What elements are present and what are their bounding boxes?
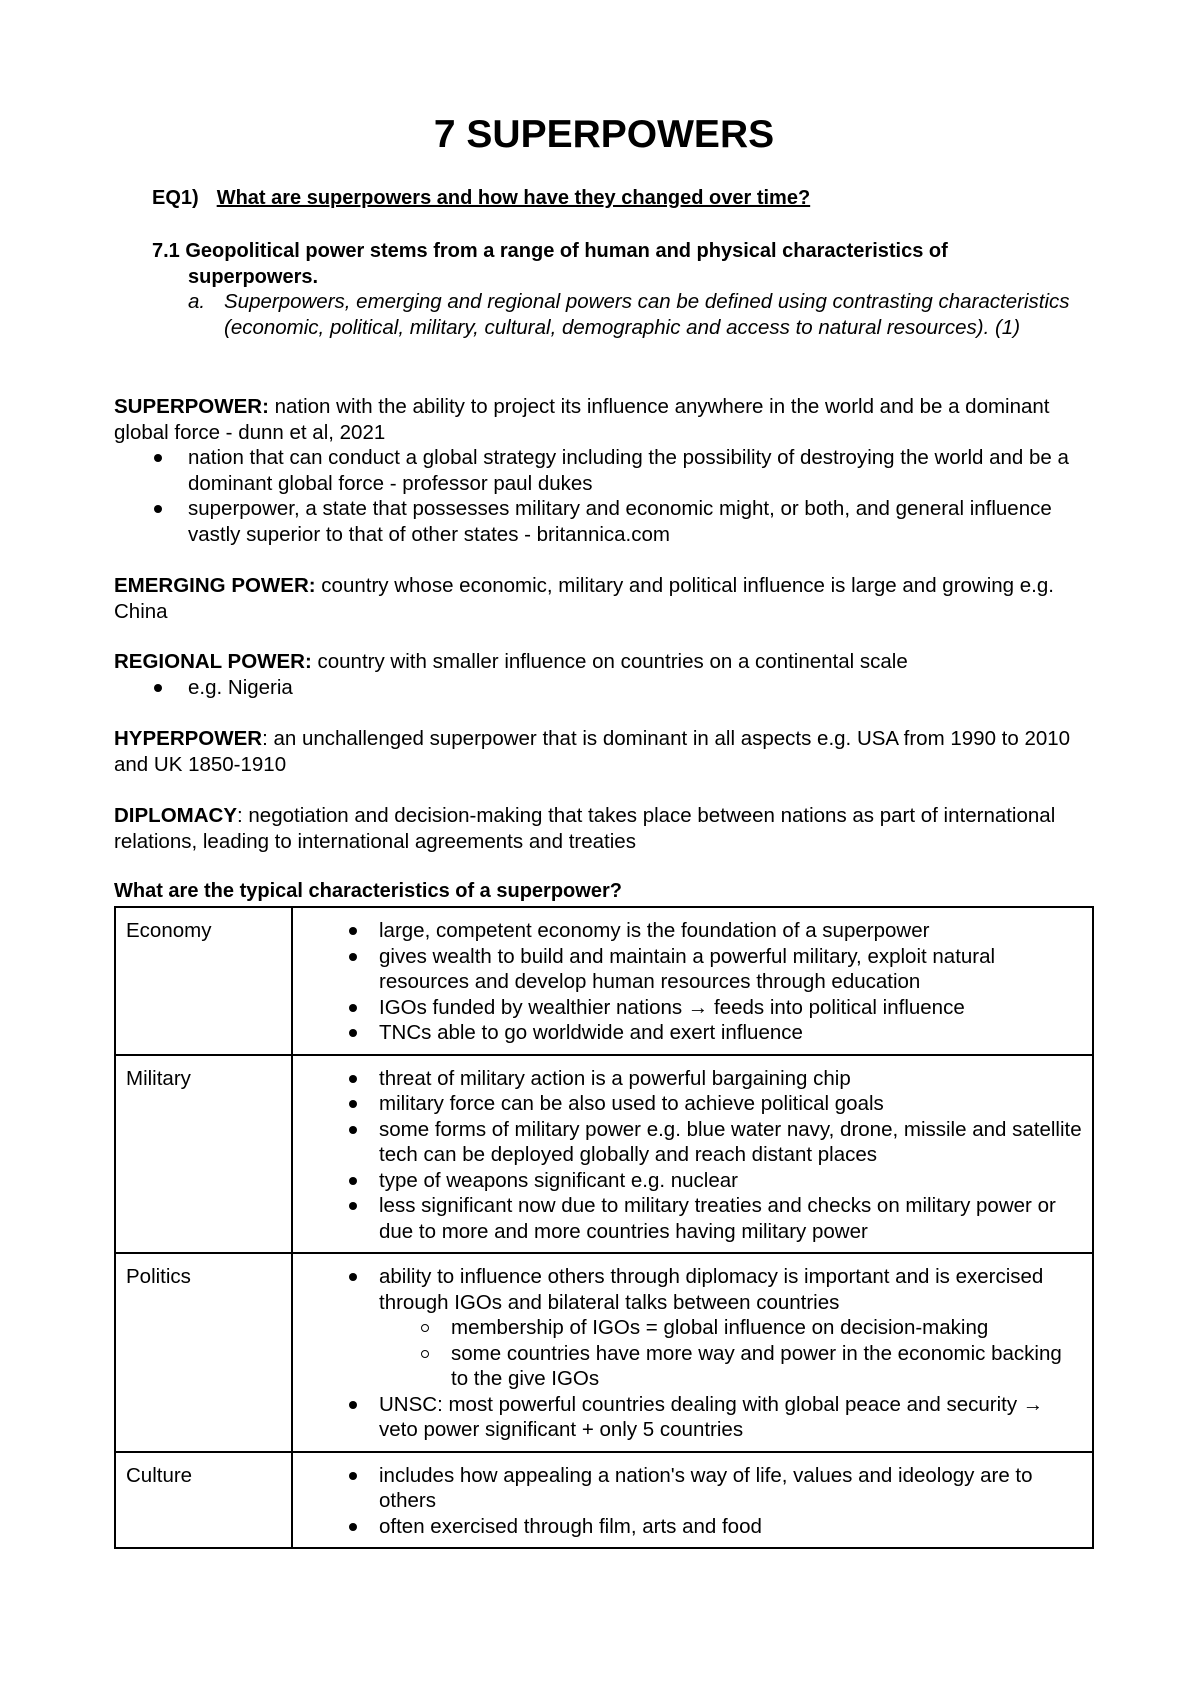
eq-question: What are superpowers and how have they changed over time?	[216, 187, 811, 209]
list-item: IGOs funded by wealthier nations → feeds into political influence	[303, 995, 1084, 1021]
spec-subpoint	[188, 289, 1094, 341]
table-row	[115, 907, 1093, 1055]
spec-point	[152, 238, 1092, 290]
eq-label: EQ1)	[152, 187, 199, 209]
definition-regional-power	[114, 649, 1094, 700]
list-item: UNSC: most powerful countries dealing with global peace and security → veto power significant + only 5 countries	[303, 1392, 1084, 1443]
list-item: TNCs able to go worldwide and exert influence	[303, 1020, 1084, 1046]
table-row	[115, 1452, 1093, 1549]
table-cell-content	[292, 1055, 1093, 1254]
list-item: large, competent economy is the foundation of a superpower	[303, 918, 1084, 944]
table-row	[115, 1055, 1093, 1254]
list-item: includes how appealing a nation's way of life, values and ideology are to others	[303, 1463, 1084, 1514]
list-item: threat of military action is a powerful bargaining chip	[303, 1066, 1084, 1092]
definition-text: country with smaller influence on countries on a continental scale	[311, 650, 908, 673]
list-item: some forms of military power e.g. blue water navy, drone, missile and satellite tech can be deployed globally and reach distant places	[303, 1117, 1084, 1168]
table-cell-content	[292, 1452, 1093, 1549]
definition-text: country whose economic, military and political influence is large and growing e.g. China	[114, 574, 1054, 623]
definition-bullets	[114, 445, 1094, 547]
list-item: less significant now due to military treaties and checks on military power or due to more and more countries having military power	[303, 1193, 1084, 1244]
spec-point-line2: superpowers.	[188, 266, 319, 288]
table-cell-content	[292, 907, 1093, 1055]
definition-emerging-power	[114, 573, 1094, 624]
definition-text: : an unchallenged superpower that is dominant in all aspects e.g. USA from 1990 to 2010 and UK 1850-1910	[114, 727, 1071, 776]
definition-bullets	[114, 675, 1094, 701]
definition-term: EMERGING POWER:	[114, 574, 316, 597]
definition-term: DIPLOMACY	[114, 804, 237, 827]
table-cell-content	[292, 1253, 1093, 1452]
spec-subpoint-text: Superpowers, emerging and regional powers can be defined using contrasting characteristics (economic, political, military, cultural, demographic and access to natural resources). (1)	[224, 290, 1070, 339]
list-item: e.g. Nigeria	[114, 675, 1094, 701]
table-row	[115, 1253, 1093, 1452]
list-item	[303, 1264, 1084, 1392]
document-title: 7 SUPERPOWERS	[433, 113, 775, 156]
definition-diplomacy	[114, 803, 1094, 854]
list-item: often exercised through film, arts and food	[303, 1514, 1084, 1540]
definition-hyperpower	[114, 726, 1094, 777]
spec-subpoint-letter: a.	[188, 290, 206, 313]
definition-text: nation with the ability to project its influence anywhere in the world and be a dominant global force - dunn et al, 2021	[114, 395, 1050, 444]
table-cell-category: Politics	[115, 1253, 292, 1452]
table-question: What are the typical characteristics of a superpower?	[114, 880, 622, 902]
sub-list-item: membership of IGOs = global influence on decision-making	[379, 1315, 1084, 1341]
sub-list	[379, 1315, 1084, 1392]
table-cell-category: Economy	[115, 907, 292, 1055]
definition-superpower	[114, 394, 1094, 547]
list-item: superpower, a state that possesses military and economic might, or both, and general influence vastly superior to that of other states - britannica.com	[114, 496, 1094, 547]
characteristics-table	[114, 906, 1094, 1549]
definition-text: : negotiation and decision-making that takes place between nations as part of international relations, leading to international agreements and treaties	[114, 804, 1056, 853]
list-item: nation that can conduct a global strategy including the possibility of destroying the world and be a dominant global force - professor paul dukes	[114, 445, 1094, 496]
definition-term: REGIONAL POWER:	[114, 650, 312, 673]
list-item: gives wealth to build and maintain a powerful military, exploit natural resources and develop human resources through education	[303, 944, 1084, 995]
enquiry-question	[152, 187, 810, 210]
definition-term: SUPERPOWER:	[114, 395, 269, 418]
table-cell-category: Culture	[115, 1452, 292, 1549]
list-item: military force can be also used to achieve political goals	[303, 1091, 1084, 1117]
definition-term: HYPERPOWER	[114, 727, 263, 750]
sub-list-item: some countries have more way and power in the economic backing to the give IGOs	[379, 1341, 1084, 1392]
list-item: type of weapons significant e.g. nuclear	[303, 1168, 1084, 1194]
table-cell-category: Military	[115, 1055, 292, 1254]
spec-point-line1: 7.1 Geopolitical power stems from a range of human and physical characteristics of	[152, 240, 948, 262]
list-item-text: ability to influence others through diplomacy is important and is exercised through IGOs and bilateral talks between countries	[379, 1265, 1044, 1314]
